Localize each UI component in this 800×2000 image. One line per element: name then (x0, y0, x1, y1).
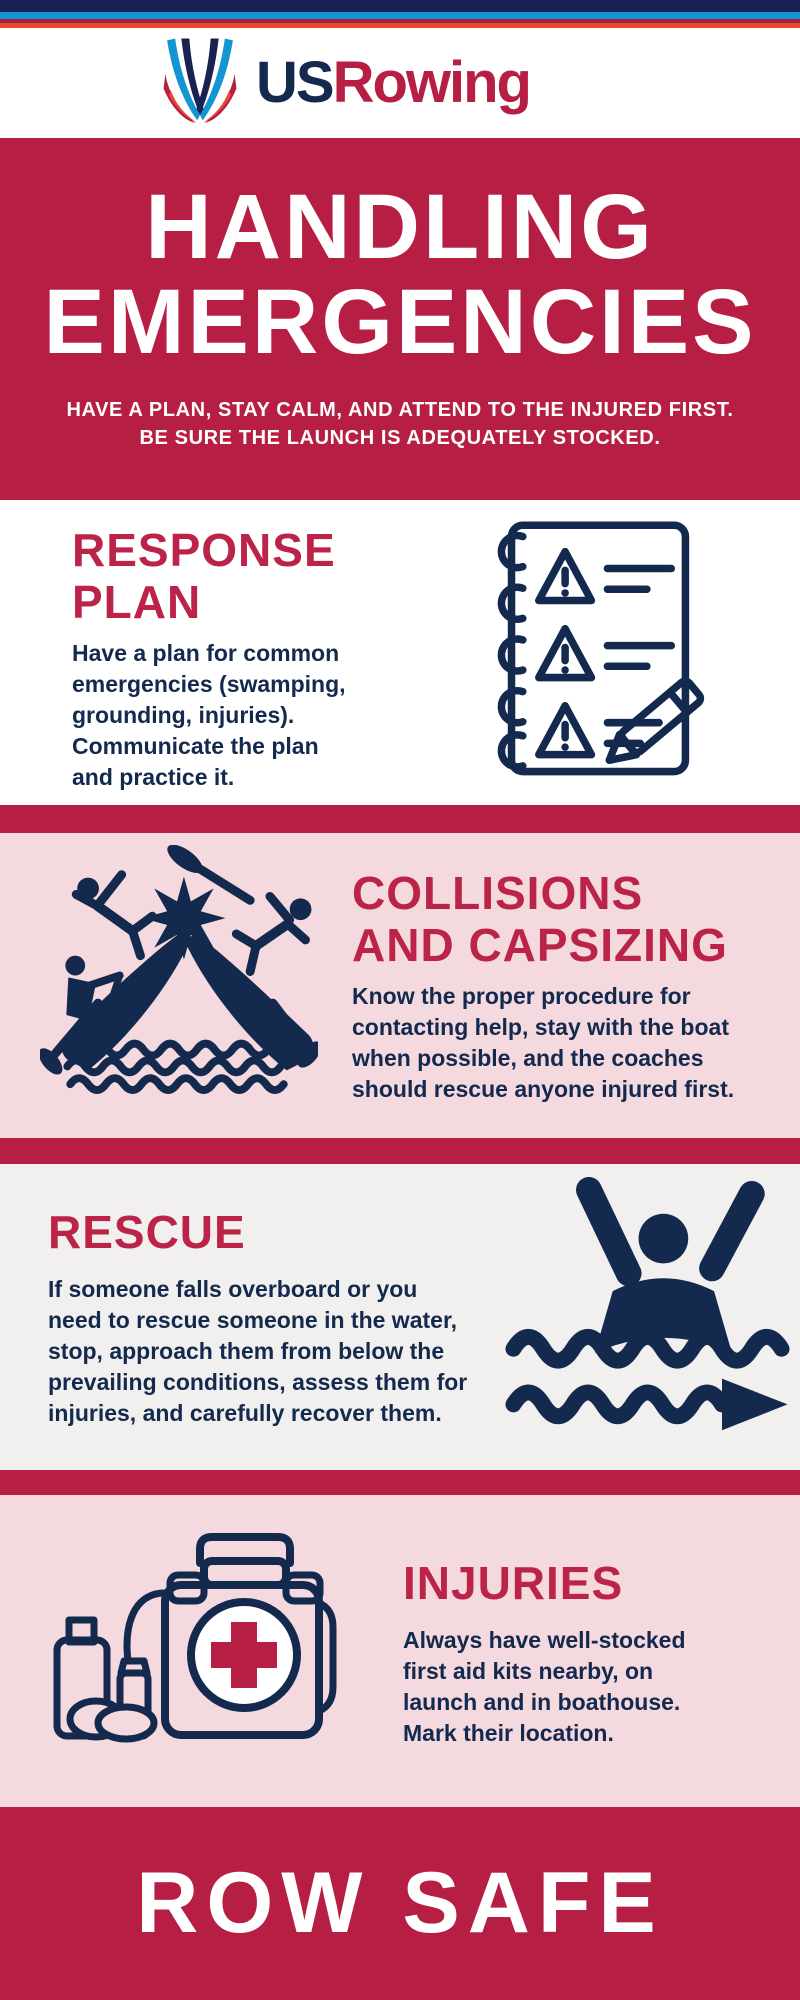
title-band (0, 138, 800, 500)
section-response-plan (0, 500, 800, 805)
heading-response-plan: RESPONSE PLAN (72, 524, 336, 628)
heading-injuries: INJURIES (403, 1557, 624, 1609)
wordmark-us: US (256, 50, 333, 115)
body-injuries: Always have well-stocked first aid kits nearby, on launch and in boathouse. Mark their location. (403, 1627, 686, 1746)
checklist-warning-pencil-icon (462, 514, 734, 801)
logo-header (0, 28, 800, 138)
section-divider (0, 1470, 800, 1495)
section-rescue (0, 1164, 800, 1470)
section-divider (0, 805, 800, 833)
person-overboard-icon (500, 1174, 796, 1467)
usrowing-logo (160, 34, 530, 132)
section-injuries (0, 1495, 800, 1807)
page-title-line1: HANDLING (145, 176, 655, 278)
first-aid-kit-icon (52, 1533, 352, 1768)
wordmark-rowing: Rowing (332, 50, 530, 115)
page-title-line2: EMERGENCIES (43, 271, 757, 373)
body-rescue: If someone falls overboard or you need to rescue someone in the water, stop, approach them from below the prevailing conditions, assess them for injuries, and carefully recover them. (48, 1276, 468, 1426)
section-collisions-capsizing (0, 833, 800, 1138)
usrowing-emblem-icon (160, 34, 240, 132)
section-divider (0, 1138, 800, 1164)
heading-collisions-capsizing: COLLISIONS AND CAPSIZING (352, 867, 728, 971)
heading-rescue: RESCUE (48, 1206, 246, 1258)
footer-text: ROW SAFE (136, 1855, 664, 1951)
body-response-plan: Have a plan for common emergencies (swamping, grounding, injuries). Communicate the plan and practice it. (72, 640, 346, 790)
footer-band (0, 1807, 800, 2000)
body-collisions-capsizing: Know the proper procedure for contacting help, stay with the boat when possible, and the coaches should rescue anyone injured first. (352, 983, 735, 1102)
ribbon-stripe-navy (0, 0, 800, 12)
boat-collision-icon (40, 845, 318, 1102)
page-subtitle: HAVE A PLAN, STAY CALM, AND ATTEND TO THE INJURED FIRST. BE SURE THE LAUNCH IS ADEQUATELY STOCKED. (66, 399, 734, 449)
usrowing-wordmark (256, 50, 530, 115)
ribbon-stripe-blue (0, 12, 800, 19)
